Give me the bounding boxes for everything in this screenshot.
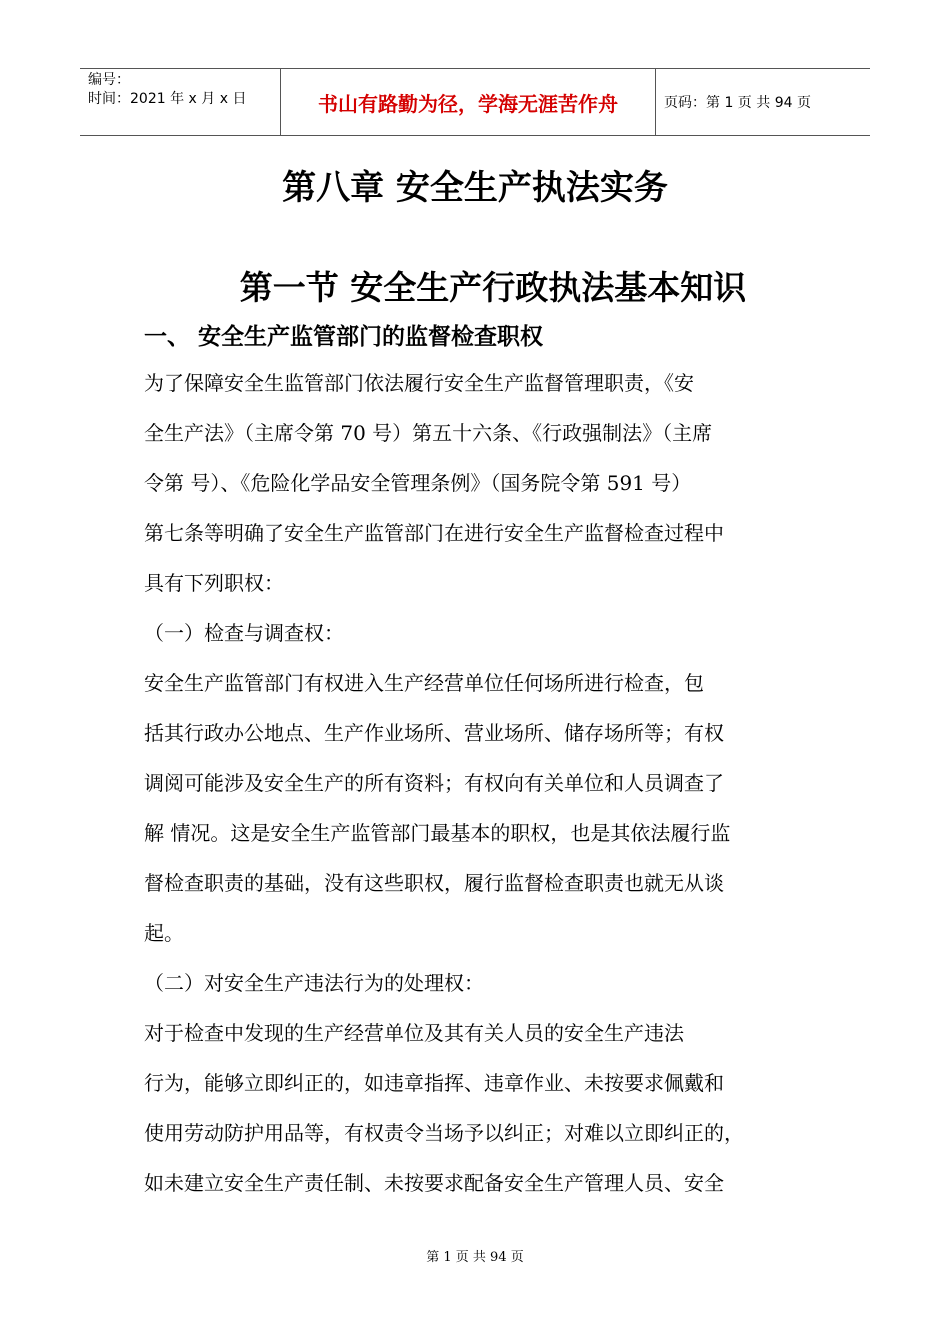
paragraph-line: 令第 号）、《危险化学品安全管理条例》（国务院令第 591 号） (144, 471, 692, 495)
number-label: 编号： (88, 72, 130, 88)
paragraph-line: 对于检查中发现的生产经营单位及其有关人员的安全生产违法 (144, 1021, 684, 1045)
page-footer: 第 1 页 共 94 页 (426, 1250, 524, 1265)
paragraph-line: 为了保障安全生监管部门依法履行安全生产监督管理职责，《安 (144, 371, 694, 395)
subsection-title: 一、 安全生产监管部门的监督检查职权 (144, 324, 544, 350)
paragraph-line: 括其行政办公地点、生产作业场所、营业场所、储存场所等；有权 (144, 721, 724, 745)
header-motto: 书山有路勤为径，学海无涯苦作舟 (280, 69, 656, 135)
paragraph-line: 安全生产监管部门有权进入生产经营单位任何场所进行检查，包 (144, 671, 704, 695)
list-heading: （二）对安全生产违法行为的处理权： (144, 971, 484, 995)
paragraph-line: 具有下列职权： (144, 571, 284, 595)
paragraph-line: 行为，能够立即纠正的，如违章指挥、违章作业、未按要求佩戴和 (144, 1071, 724, 1095)
paragraph-line: 解 情况。这是安全生产监管部门最基本的职权，也是其依法履行监 (144, 821, 731, 845)
header-page-info: 页码：第 1 页 共 94 页 (664, 95, 811, 111)
chapter-title: 第八章 安全生产执法实务 (282, 168, 668, 208)
header-meta (88, 71, 278, 109)
paragraph-line: 使用劳动防护用品等，有权责令当场予以纠正；对难以立即纠正的， (144, 1121, 744, 1145)
paragraph-line: 如未建立安全生产责任制、未按要求配备安全生产管理人员、安全 (144, 1171, 724, 1195)
list-heading: （一）检查与调查权： (144, 621, 344, 645)
paragraph-line: 调阅可能涉及安全生产的所有资料；有权向有关单位和人员调查了 (144, 771, 724, 795)
time-label: 时间：2021 年 x 月 x 日 (88, 91, 247, 107)
paragraph-line: 第七条等明确了安全生产监管部门在进行安全生产监督检查过程中 (144, 521, 724, 545)
page-header (80, 68, 870, 136)
section-title: 第一节 安全生产行政执法基本知识 (239, 268, 747, 307)
paragraph-line: 全生产法》（主席令第 70 号）第五十六条、《行政强制法》（主席 (144, 421, 713, 445)
paragraph-line: 督检查职责的基础，没有这些职权，履行监督检查职责也就无从谈 (144, 871, 724, 895)
paragraph-line: 起。 (144, 921, 184, 945)
